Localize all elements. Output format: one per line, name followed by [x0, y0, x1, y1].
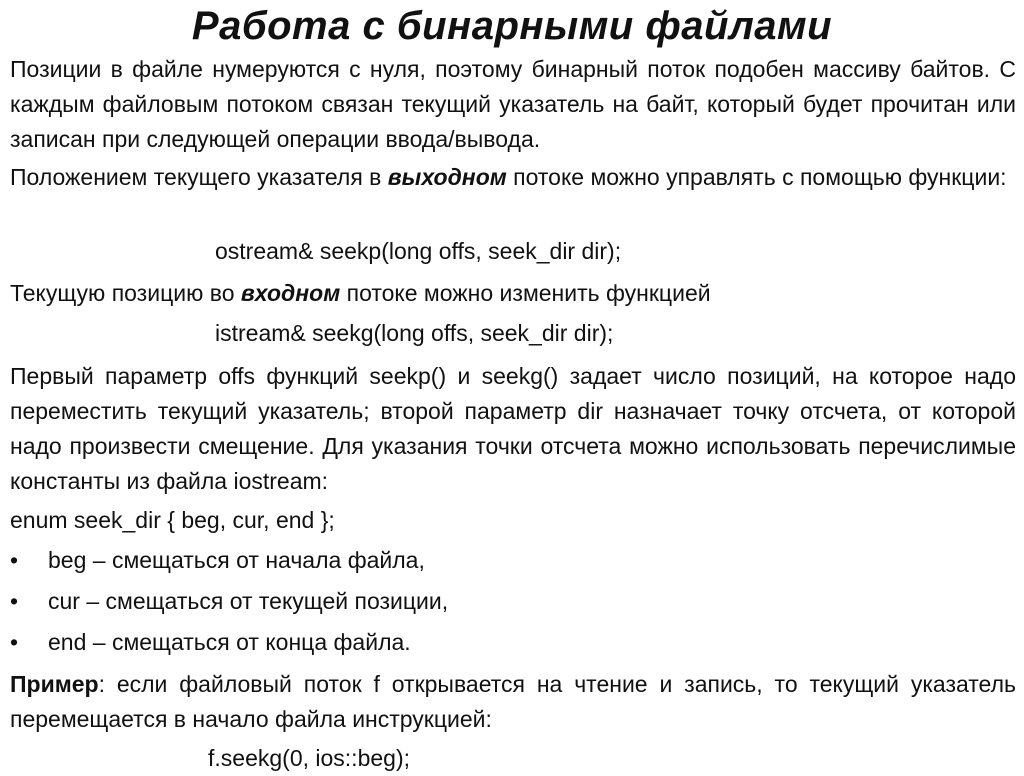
text: : если файловый поток f открывается на чтение и запись, то текущий указатель перемещается в начало файла инструкцией: — [10, 671, 1016, 732]
text: Текущую позицию во — [10, 280, 241, 306]
list-item-text: cur – смещаться от текущей позиции, — [48, 588, 449, 614]
bullet-dot: • — [10, 547, 19, 573]
paragraph-input-stream — [10, 276, 1016, 311]
text: потоке можно изменить функцией — [340, 280, 711, 306]
code-seekp: ostream& seekp(long offs, seek_dir dir); — [215, 238, 622, 264]
emphasis-input: входном — [240, 280, 341, 306]
bullet-dot: • — [10, 588, 19, 614]
paragraph-example — [10, 667, 1016, 737]
paragraph-output-stream — [10, 160, 1016, 195]
list-item — [10, 625, 411, 660]
list-item-text: end – смещаться от конца файла. — [48, 629, 411, 655]
code-seekg: istream& seekg(long offs, seek_dir dir); — [215, 320, 614, 346]
example-label: Пример — [10, 671, 99, 697]
list-item-text: beg – смещаться от начала файла, — [48, 547, 425, 573]
list-item — [10, 543, 425, 578]
text: Положением текущего указателя в — [10, 164, 388, 190]
text: потоке можно управлять с помощью функции: — [506, 164, 1007, 190]
code-enum: enum seek_dir { beg, cur, end }; — [10, 507, 335, 533]
code-example: f.seekg(0, ios::beg); — [208, 745, 410, 771]
paragraph-parameters: Первый параметр offs функций seekp() и seekg() задает число позиций, на которое надо переместить текущий указатель; второй параметр dir назначает точку отсчета, от которой надо произвести смещение. Для указания точки отсчета можно использовать перечислимые константы из файла iostream: — [10, 363, 1016, 494]
paragraph-positions: Позиции в файле нумеруются с нуля, поэтому бинарный поток подобен массиву байтов. С каждым файловым потоком связан текущий указатель на байт, который будет прочитан или записан при следующей операции ввода/вывода. — [10, 56, 1016, 152]
slide-title: Работа с бинарными файлами — [191, 4, 833, 48]
bullet-dot: • — [10, 629, 19, 655]
emphasis-output: выходном — [387, 164, 507, 190]
list-item — [10, 584, 448, 619]
